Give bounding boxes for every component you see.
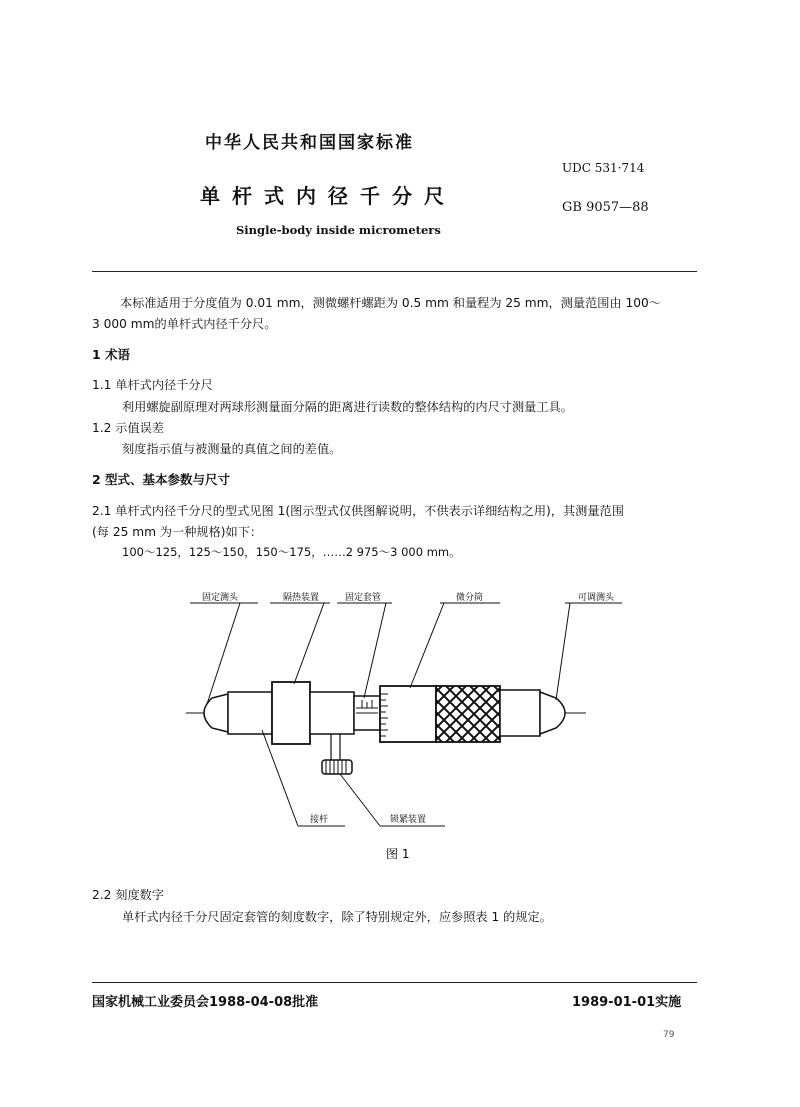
intro-line-2: 3 000 mm的单杆式内径千分尺。 [92, 317, 277, 331]
gb-number: GB 9057—88 [562, 200, 649, 215]
insulation-device-shape [272, 682, 310, 744]
thimble-shape [380, 686, 436, 742]
micrometer-figure [0, 580, 800, 870]
fixed-head-shape [204, 694, 228, 732]
label-adjustable-head: 可调测头 [578, 593, 615, 603]
section-2-heading: 2 型式、基本参数与尺寸 [92, 472, 231, 487]
term-1-1-definition: 利用螺旋副原理对两球形测量面分隔的距离进行读数的整体结构的内尺寸测量工具。 [122, 400, 573, 414]
standard-title: 单杆式内径千分尺 [200, 184, 456, 208]
effective-date: 1989-01-01实施 [572, 995, 682, 1010]
clause-2-1-ranges: 100～125，125～150，150～175，……2 975～3 000 mm。 [122, 545, 461, 559]
rear-body-shape [500, 690, 540, 736]
label-locking-device: 锁紧装置 [390, 815, 427, 825]
footer-divider [92, 982, 697, 983]
header-divider [92, 271, 697, 272]
clause-2-2-text: 单杆式内径千分尺固定套管的刻度数字，除了特别规定外，应参照表 1 的规定。 [122, 910, 552, 924]
figure-caption: 图 1 [386, 847, 410, 861]
knurled-grip-shape [436, 686, 500, 742]
page-number: 79 [663, 1030, 675, 1040]
clause-2-1-line-2: (每 25 mm 为一种规格)如下： [92, 525, 263, 539]
label-thimble: 微分筒 [456, 593, 484, 603]
rod-body-middle [310, 692, 354, 734]
term-1-1-title: 1.1 单杆式内径千分尺 [92, 378, 213, 392]
clause-2-1-line-1: 2.1 单杆式内径千分尺的型式见图 1(图示型式仅供图解说明，不供表示详细结构之用)，其测量范围 [92, 504, 624, 518]
approval-note: 国家机械工业委员会1988-04-08批准 [92, 995, 319, 1010]
section-1-heading: 1 术语 [92, 347, 131, 362]
rod-body-left [228, 692, 272, 734]
udc-code: UDC 531·714 [562, 161, 645, 175]
intro-line-1: 本标准适用于分度值为 0.01 mm，测微螺杆螺距为 0.5 mm 和量程为 25 mm，测量范围由 100～ [120, 296, 661, 310]
label-extension-rod: 接杆 [310, 815, 329, 825]
clause-2-2-title: 2.2 刻度数字 [92, 888, 165, 902]
term-1-2-definition: 刻度指示值与被测量的真值之间的差值。 [122, 442, 342, 456]
term-1-2-title: 1.2 示值误差 [92, 421, 165, 435]
label-fixed-head: 固定测头 [202, 593, 239, 603]
label-fixed-sleeve: 固定套管 [345, 593, 382, 603]
standard-category-title: 中华人民共和国国家标准 [205, 133, 414, 153]
standard-title-english: Single-body inside micrometers [236, 223, 441, 237]
label-insulation-device: 隔热装置 [283, 593, 320, 603]
adjustable-head-shape [540, 692, 565, 734]
